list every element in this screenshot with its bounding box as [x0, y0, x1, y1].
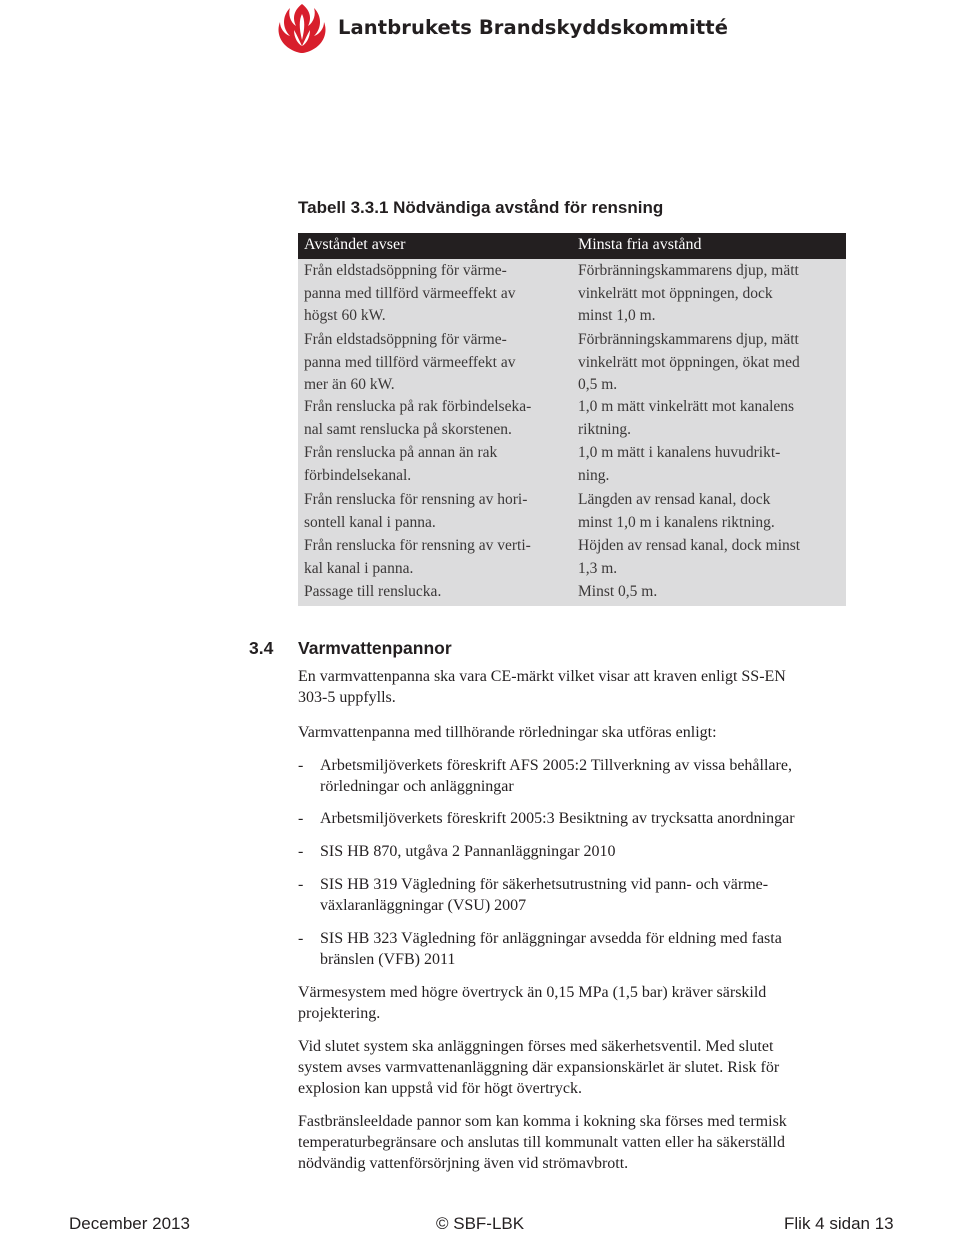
paragraph: En varmvattenpanna ska vara CE-märkt vilket visar att kraven enligt SS-EN 303-5 uppfylls. [298, 668, 786, 706]
table-title: Tabell 3.3.1 Nödvändiga avstånd för rensning [298, 198, 664, 217]
table-cell: Från renslucka för rensning av hori- sontell kanal i panna. [304, 491, 528, 531]
table-cell: 1,0 m mätt vinkelrätt mot kanalens riktning. [578, 398, 795, 438]
table-cell: Passage till renslucka. [304, 583, 442, 600]
table-header-cell: Minsta fria avstånd [578, 236, 702, 253]
table-cell: Från renslucka på rak förbindelseka- nal samt renslucka på skorstenen. [304, 398, 532, 438]
table-header-cell: Avståndet avser [304, 236, 406, 253]
table-cell: Från renslucka på annan än rak förbindelsekanal. [304, 444, 498, 484]
paragraph: Vid slutet system ska anläggningen förses med säkerhetsventil. Med slutet system avses varmvattenanläggning där expansionskärlet är slutet. Risk för explosion kan uppstå vid för högt övertryck. [298, 1038, 780, 1097]
flame-logo-icon [272, 0, 332, 58]
brand-name: Lantbrukets Brandskyddskommitté [338, 16, 729, 39]
table-cell: Förbränningskammarens djup, mätt vinkelrätt mot öppningen, dock minst 1,0 m. [578, 262, 799, 325]
paragraph: Fastbränsleeldade pannor som kan komma i kokning ska förses med termisk temperaturbegränsare och anslutas till kommunalt vatten eller ha säkerställd nödvändig vattenförsörjning även vid strömavbrott. [298, 1113, 787, 1172]
table-cell: 1,0 m mätt i kanalens huvudrikt- ning. [578, 444, 781, 484]
table-cell: Från eldstadsöppning för värme- panna med tillförd värmeeffekt av högst 60 kW. [304, 262, 516, 325]
paragraph: Värmesystem med högre övertryck än 0,15 MPa (1,5 bar) kräver särskild projektering. [298, 984, 767, 1022]
footer-copyright: © SBF-LBK [436, 1214, 525, 1233]
section-heading [249, 638, 452, 659]
paragraph: Varmvattenpanna med tillhörande rörledningar ska utföras enligt: [298, 724, 717, 741]
table-cell: Från eldstadsöppning för värme- panna med tillförd värmeeffekt av mer än 60 kW. [304, 331, 516, 394]
table-cell: Minst 0,5 m. [578, 583, 658, 600]
table-cell: Från renslucka för rensning av verti- kal kanal i panna. [304, 537, 531, 577]
footer-date: December 2013 [69, 1214, 190, 1233]
table-cell: Höjden av rensad kanal, dock minst 1,3 m. [578, 537, 801, 577]
table-cell: Längden av rensad kanal, dock minst 1,0 m i kanalens riktning. [578, 491, 775, 531]
table-header-row [298, 233, 846, 259]
distance-table [298, 233, 846, 606]
footer-page-number: Flik 4 sidan 13 [784, 1214, 894, 1233]
section-title: Varmvattenpannor [298, 638, 452, 658]
section-number: 3.4 [249, 638, 274, 658]
table-cell: Förbränningskammarens djup, mätt vinkelrätt mot öppningen, ökat med 0,5 m. [578, 331, 800, 394]
